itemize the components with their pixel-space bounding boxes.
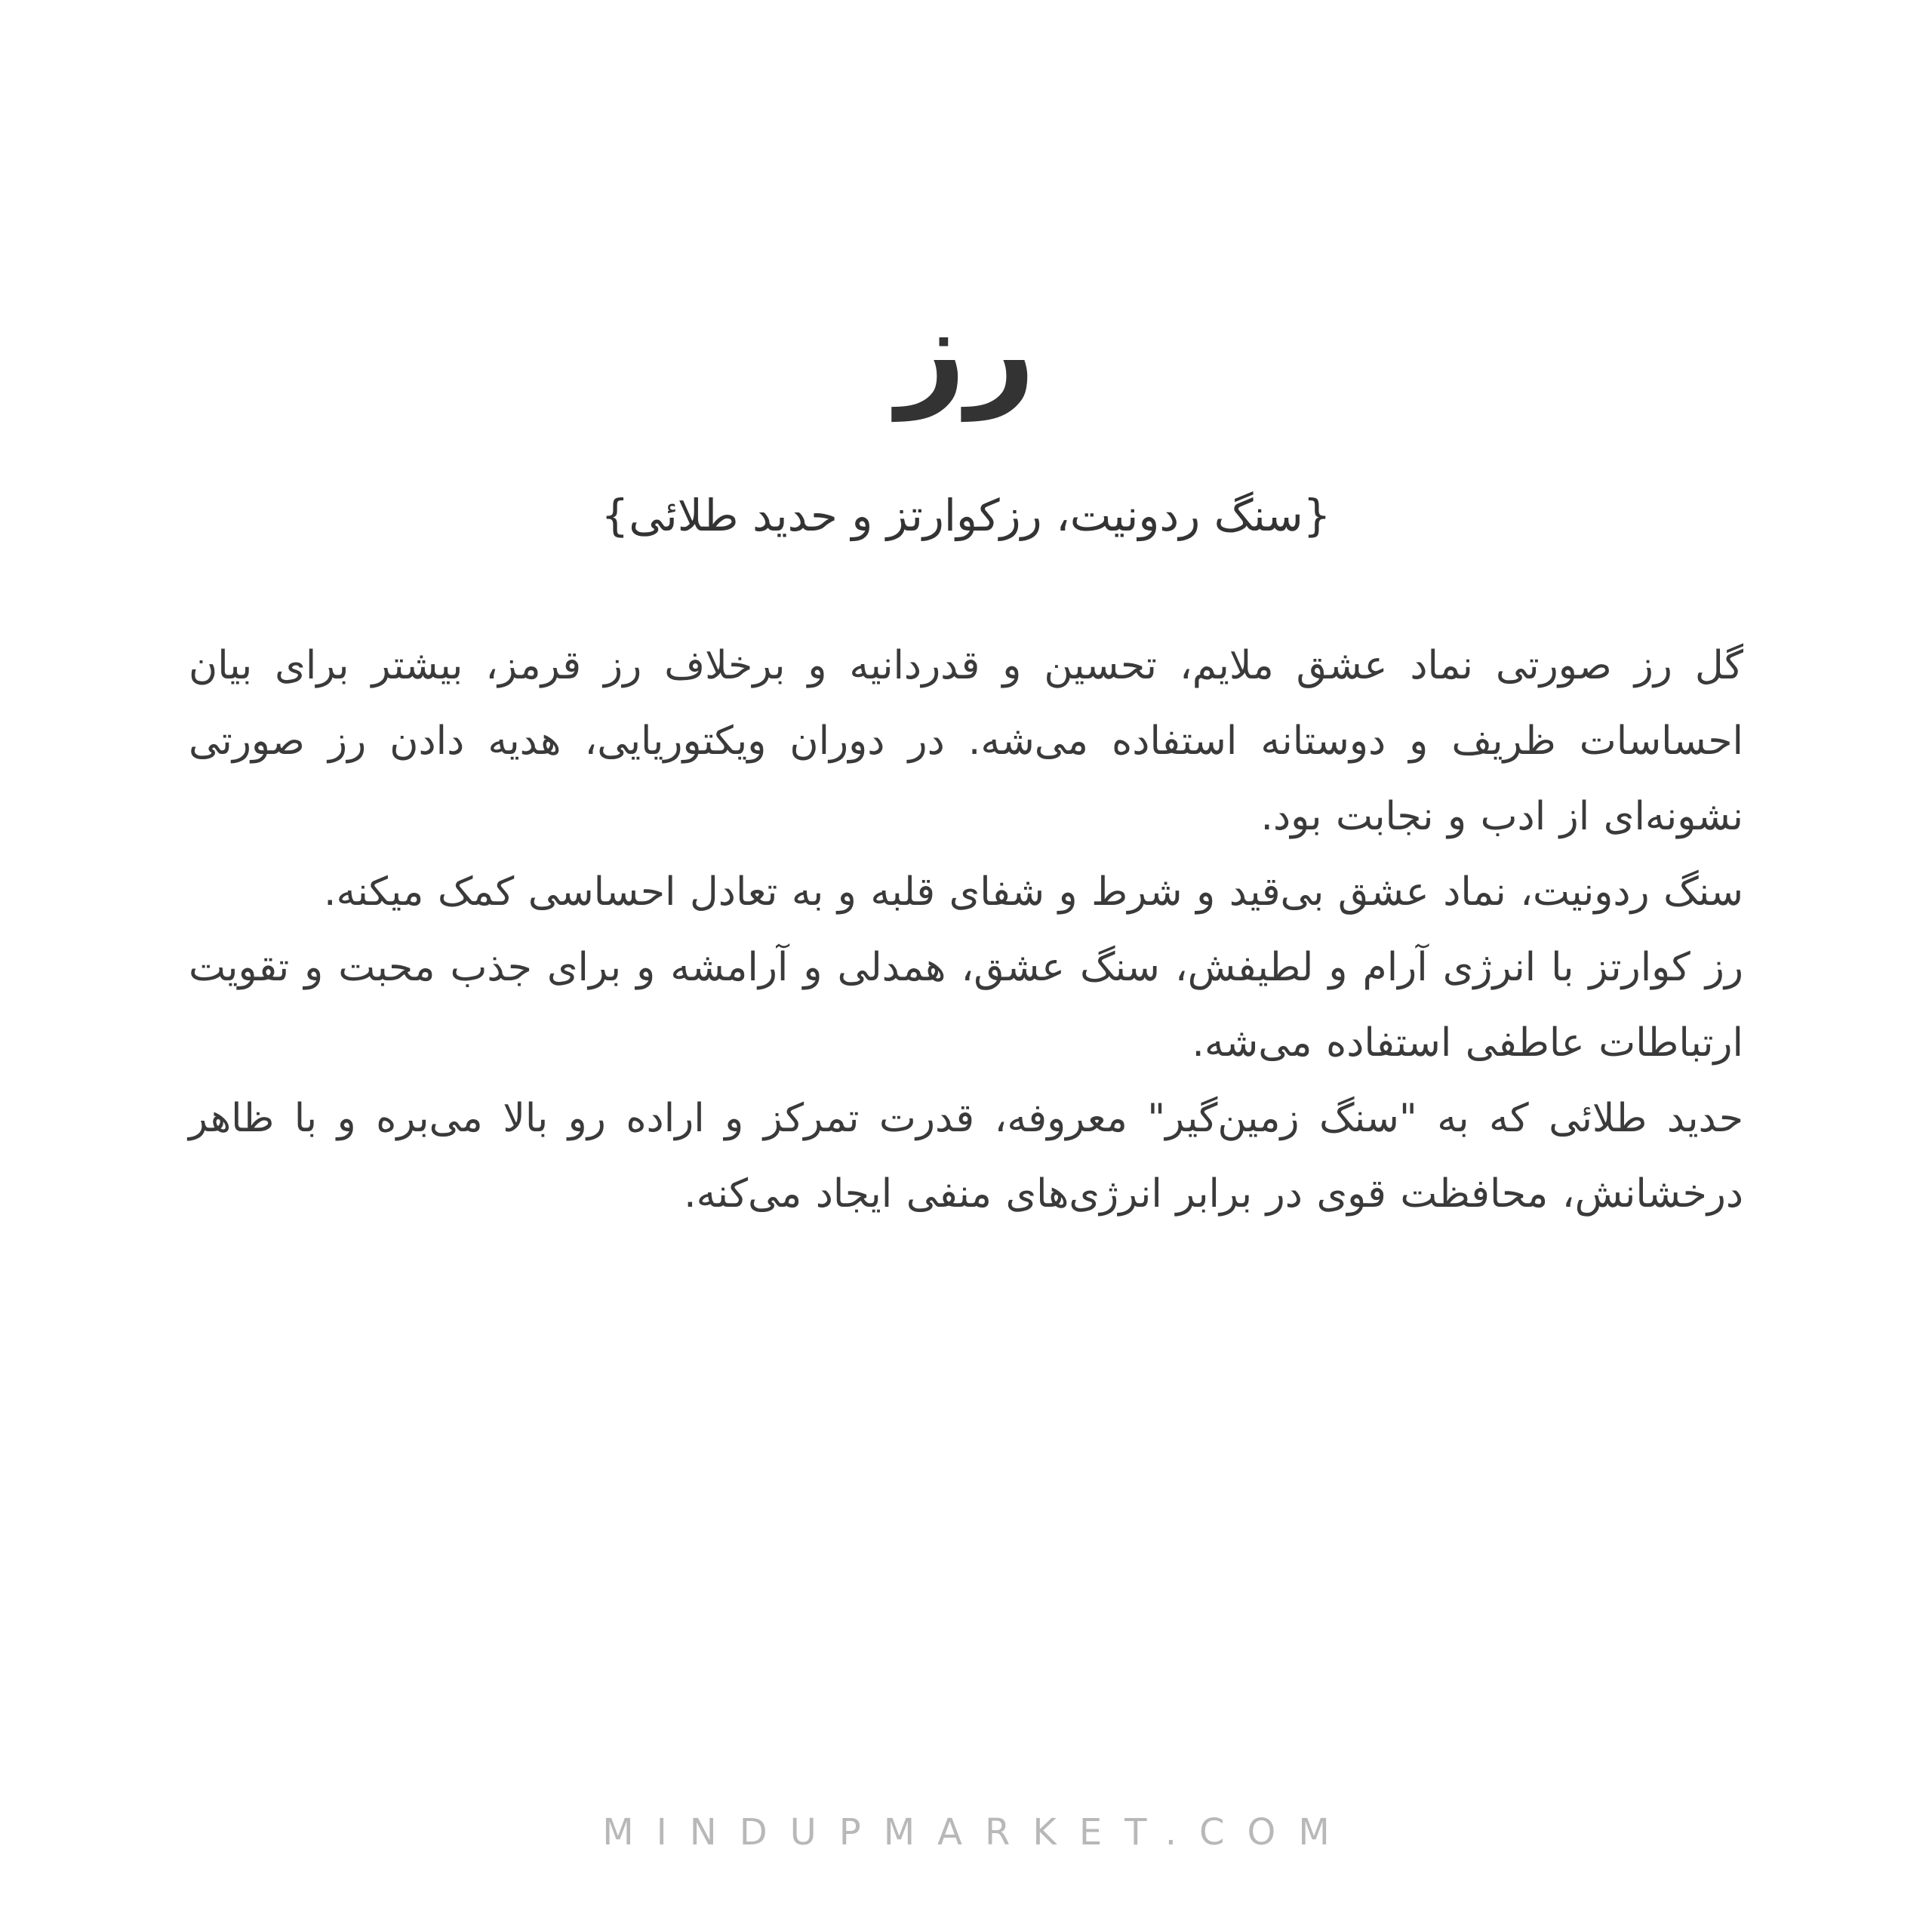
body-text-block xyxy=(189,628,1743,1232)
paragraph-rhodonite: سنگ ردونیت، نماد عشق بی‌قید و شرط و شفای قلبه و به تعادل احساسی کمک میکنه. xyxy=(323,869,1743,915)
footer-website-url: MINDUPMARKET.COM xyxy=(602,1811,1352,1854)
paragraph-pink-rose: گل رز صورتی نماد عشق ملایم، تحسین و قدردانیه و برخلاف رز قرمز، بیشتر برای بیان احساسات ظریف و دوستانه استفاده می‌شه. در دوران ویکتوریایی، هدیه دادن رز صورتی نشونه‌ای از ادب و نجابت بود. xyxy=(189,643,1743,839)
page-subtitle: {سنگ ردونیت، رزکوارتز و حدید طلائی} xyxy=(601,490,1331,541)
paragraph-rose-quartz: رز کوارتز با انرژی آرام و لطیفش، سنگ عشق، همدلی و آرامشه و برای جذب محبت و تقویت ارتباطات عاطفی استفاده می‌شه. xyxy=(189,945,1743,1066)
paragraph-golden-hematite: حدید طلائی که به "سنگ زمین‌گیر" معروفه، قدرت تمرکز و اراده رو بالا می‌بره و با ظاهر درخشانش، محافظت قوی در برابر انرژی‌های منفی ایجاد می‌کنه. xyxy=(189,1096,1743,1217)
page-title: رز xyxy=(896,280,1036,421)
